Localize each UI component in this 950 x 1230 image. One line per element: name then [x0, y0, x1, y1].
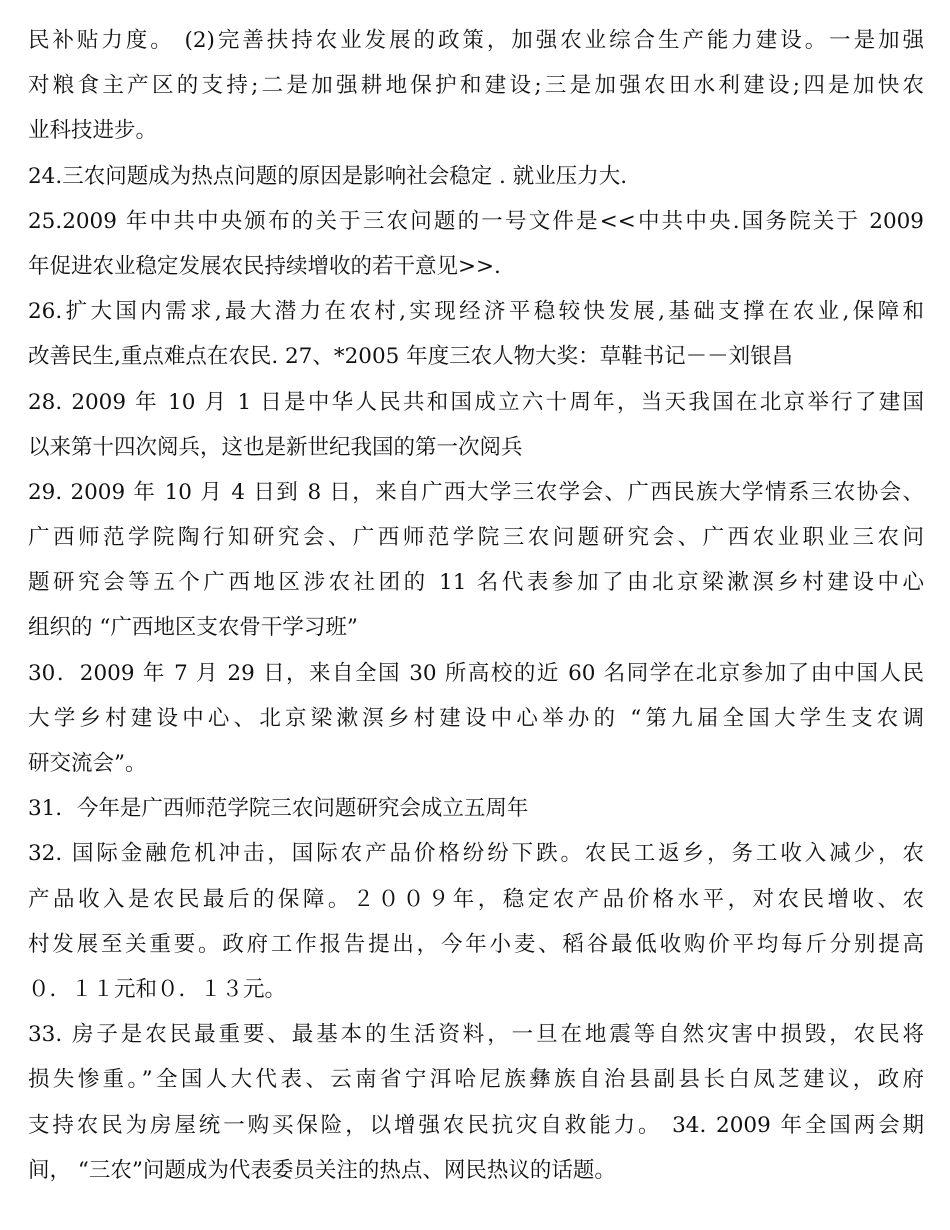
text-line: 广西师范学院陶行知研究会、广西师范学院三农问题研究会、广西农业职业三农问 — [28, 525, 924, 551]
text-line: 组织的 “广西地区支农骨干学习班” — [28, 615, 358, 641]
text-line: 对粮食主产区的支持;二是加强耕地保护和建设;三是加强农田水利建设;四是加快农 — [28, 73, 924, 99]
text-line: 28. 2009 年 10 月 1 日是中华人民共和国成立六十周年，当天我国在北京举行了建国 — [28, 389, 924, 415]
text-line: 32. 国际金融危机冲击，国际农产品价格纷纷下跌。农民工返乡，务工收入减少，农 — [28, 841, 924, 867]
text-line: 损失惨重。”全国人大代表、云南省宁洱哈尼族彝族自治县副县长白凤芝建议，政府 — [28, 1067, 924, 1093]
text-line: 31．今年是广西师范学院三农问题研究会成立五周年 — [28, 796, 529, 822]
text-line: 民补贴力度。 (2)完善扶持农业发展的政策，加强农业综合生产能力建设。一是加强 — [28, 28, 924, 53]
text-line: ０．１１元和０．１３元。 — [28, 976, 287, 1002]
text-line: 29. 2009 年 10 月 4 日到 8 日，来自广西大学三农学会、广西民族大学情系三农协会、 — [28, 479, 924, 505]
text-line: 业科技进步。 — [28, 118, 158, 144]
text-line: 24.三农问题成为热点问题的原因是影响社会稳定 . 就业压力大. — [28, 163, 628, 189]
document-page — [28, 18, 924, 1193]
text-line: 研交流会”。 — [28, 751, 147, 776]
text-line: 25.2009 年中共中央颁布的关于三农问题的一号文件是<<中共中央.国务院关于 2009 — [28, 208, 924, 234]
text-line: 33. 房子是农民最重要、最基本的生活资料，一旦在地震等自然灾害中损毁，农民将 — [28, 1022, 924, 1048]
text-line: 村发展至关重要。政府工作报告提出，今年小麦、稻谷最低收购价平均每斤分别提高 — [28, 931, 924, 957]
text-line: 支持农民为房屋统一购买保险，以增强农民抗灾自救能力。 34. 2009 年全国两会期 — [28, 1112, 924, 1138]
text-line: 26.扩大国内需求,最大潜力在农村,实现经济平稳较快发展,基础支撑在农业,保障和 — [28, 299, 924, 325]
text-line: 以来第十四次阅兵，这也是新世纪我国的第一次阅兵 — [28, 434, 523, 460]
text-line: 30．2009 年 7 月 29 日，来自全国 30 所高校的近 60 名同学在北京参加了由中国人民 — [28, 660, 924, 686]
text-line: 产品收入是农民最后的保障。２００９年，稳定农产品价格水平，对农民增收、农 — [28, 886, 924, 912]
text-line: 题研究会等五个广西地区涉农社团的 11 名代表参加了由北京梁漱溟乡村建设中心 — [28, 570, 924, 596]
text-line: 间， “三农”问题成为代表委员关注的热点、网民热议的话题。 — [28, 1157, 616, 1183]
text-line: 年促进农业稳定发展农民持续增收的若干意见>>. — [28, 253, 501, 279]
text-line: 改善民生,重点难点在农民. 27、*2005 年度三农人物大奖：草鞋书记－－刘银昌 — [28, 344, 794, 370]
text-line: 大学乡村建设中心、北京梁漱溟乡村建设中心举办的 “第九届全国大学生支农调 — [28, 705, 924, 731]
